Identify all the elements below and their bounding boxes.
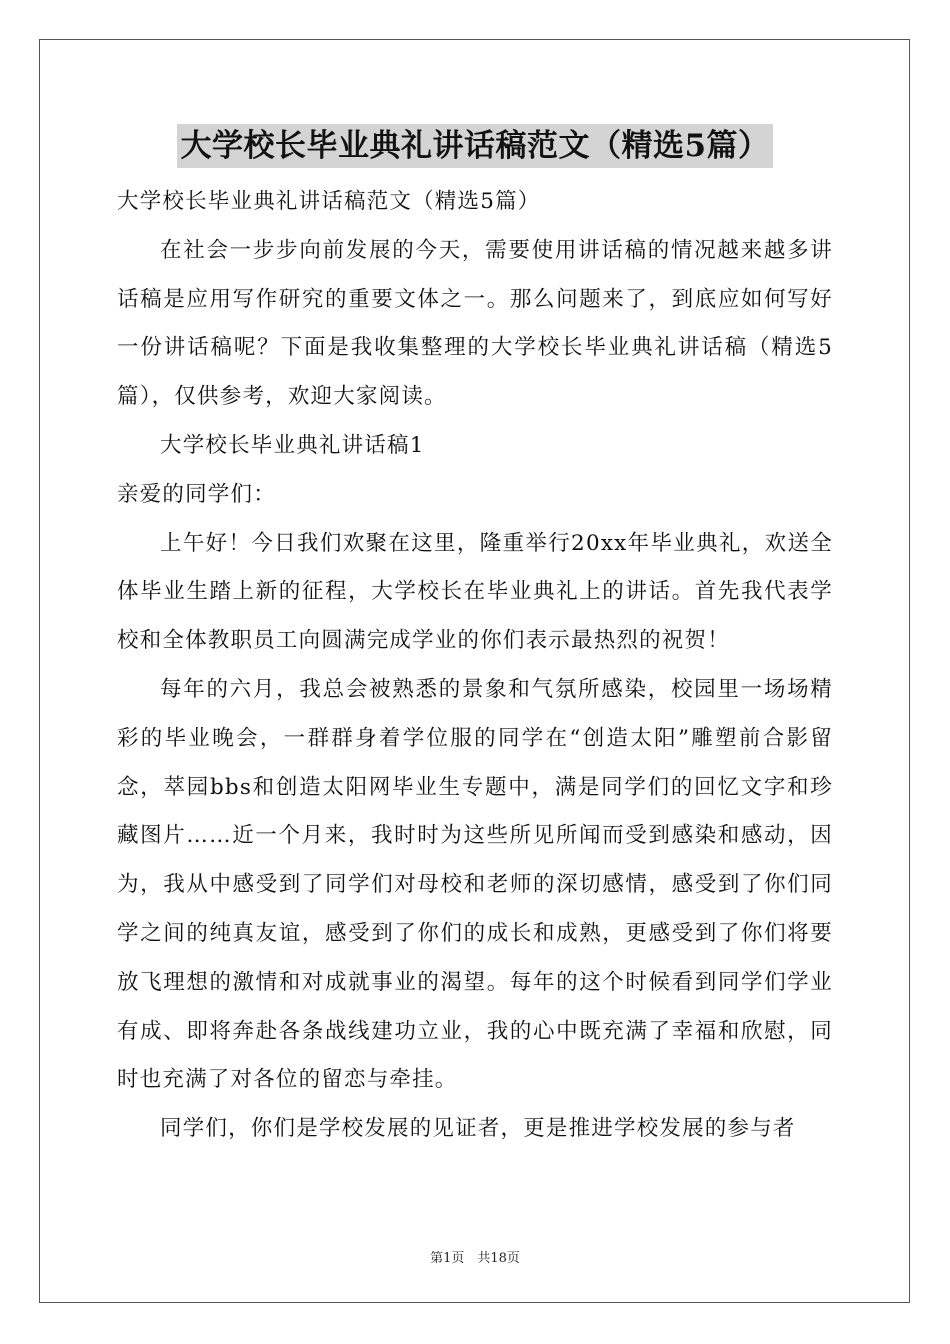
document-body [117, 178, 833, 1154]
paragraph: 亲爱的同学们： [117, 481, 276, 507]
paragraph: 在社会一步步向前发展的今天，需要使用讲话稿的情况越来越多讲话稿是应用写作研究的重要文体之一。那么问题来了，到底应如何写好一份讲话稿呢？下面是我收集整理的大学校长毕业典礼讲话稿（精选5篇），仅供参考，欢迎大家阅读。 [117, 237, 833, 410]
title-container [0, 124, 950, 168]
paragraph: 同学们，你们是学校发展的见证者，更是推进学校发展的参与者 [160, 1116, 796, 1142]
paragraph: 上午好！今日我们欢聚在这里，隆重举行20xx年毕业典礼，欢送全体毕业生踏上新的征程，大学校长在毕业典礼上的讲话。首先我代表学校和全体教职员工向圆满完成学业的你们表示最热烈的祝贺！ [117, 530, 833, 654]
paragraph: 大学校长毕业典礼讲话稿范文（精选5篇） [117, 189, 541, 214]
paragraph: 大学校长毕业典礼讲话稿1 [160, 432, 425, 458]
document-title: 大学校长毕业典礼讲话稿范文（精选5篇） [177, 124, 772, 168]
page-footer: 第1页 共18页 [430, 1251, 520, 1266]
paragraph: 每年的六月，我总会被熟悉的景象和气氛所感染，校园里一场场精彩的毕业晚会，一群群身着学位服的同学在“创造太阳”雕塑前合影留念，萃园bbs和创造太阳网毕业生专题中，满是同学们的回忆文字和珍藏图片……近一个月来，我时时为这些所见所闻而受到感染和感动，因为，我从中感受到了同学们对母校和老师的深切感情，感受到了你们同学之间的纯真友谊，感受到了你们的成长和成熟，更感受到了你们将要放飞理想的激情和对成就事业的渴望。每年的这个时候看到同学们学业有成、即将奔赴各条战线建功立业，我的心中既充满了幸福和欣慰，同时也充满了对各位的留恋与牵挂。 [117, 676, 833, 1093]
